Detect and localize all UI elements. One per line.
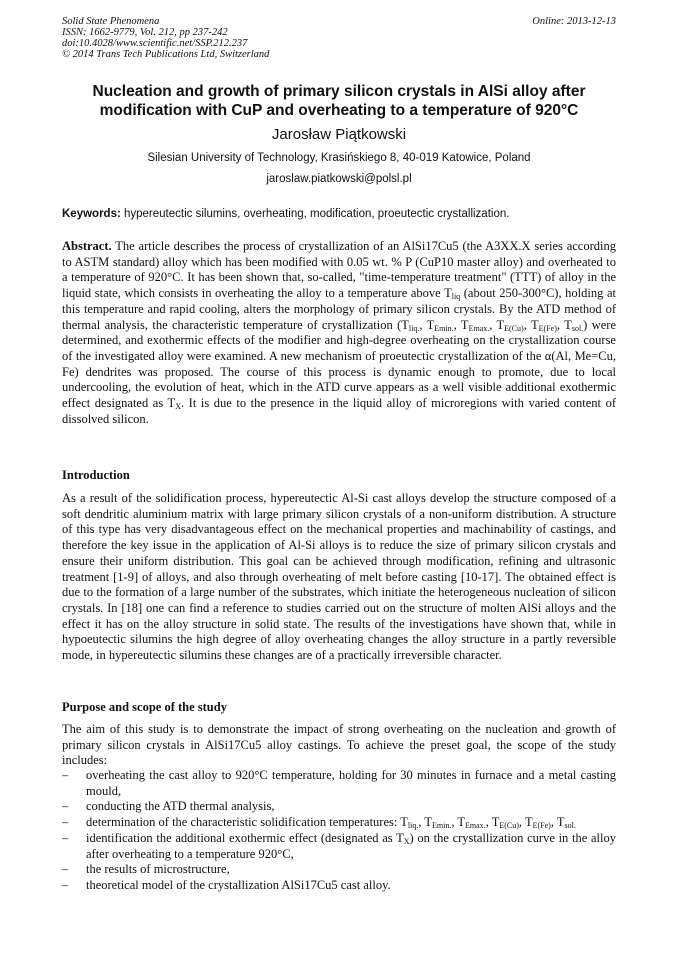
keywords-label: Keywords:: [62, 208, 121, 220]
subscript: sol.: [564, 821, 576, 831]
page-header: [62, 16, 616, 60]
separator: , T: [453, 317, 469, 332]
list-item: [62, 815, 616, 831]
separator: , T: [550, 815, 565, 830]
separator: , T: [489, 317, 505, 332]
doi: doi:10.4028/www.scientific.net/SSP.212.237: [62, 38, 248, 49]
list-item: – conducting the ATD thermal analysis,: [62, 799, 616, 815]
purpose-text: The aim of this study is to demonstrate the impact of strong overheating on the nucleation and growth of primary silicon crystals in AlSi17Cu5 alloy castings. To achieve the preset goal, the scope of the study includes:: [62, 722, 616, 768]
list-item: [62, 831, 616, 862]
subscript: E(Cu): [499, 821, 519, 831]
subscript: E(Fe): [538, 323, 557, 333]
separator: , T: [451, 815, 466, 830]
scope-list: [62, 768, 616, 894]
abstract-text-4: . It is due to the presence in the liquid alloy of microregions with varied content of dissolved silicon.: [62, 396, 616, 426]
list-text: determination of the characteristic solidification temperatures: T: [86, 815, 408, 830]
separator: , T: [485, 815, 500, 830]
list-item: – overheating the cast alloy to 920°C temperature, holding for 30 minutes in furnace and a metal casting mould,: [62, 768, 616, 799]
introduction-text: As a result of the solidification process, hypereutectic Al-Si cast alloys develop the structure composed of a soft dendritic aluminium matrix with large primary silicon crystals of a non-uniform distribution. A structure of this type has very disadvantageous effect on the mechanical properties and machinability of castings, and therefore the key issue in the application of Al-Si alloys is to reduce the size of primary silicon crystals and ensure their uniform distribution. This goal can be achieved through modification, refining and ultrasonic treatment [1-9] of alloys, and also through overheating of melt before casting [10-17]. The obtained effect is due to the formation of a large number of the substrates, which initiate the heterogeneous nucleation of silicon crystals. In [18] one can find a reference to studies carried out on the structure of molten AlSi alloys and the effect it has on the alloy structure in solid state. The results of the investigations have shown that, while in hypoeutectic silumins the high degree of alloy overheating changes the alloy structure in a partly reversible mode, in hypereutectic silumins these changes are of a practically irreversible character.: [62, 491, 616, 663]
separator: , T: [419, 317, 435, 332]
subscript: X: [175, 402, 181, 412]
subscript: liq.: [408, 323, 420, 333]
abstract: [62, 239, 616, 427]
separator: , T: [556, 317, 572, 332]
author-name: Jarosław Piątkowski: [271, 126, 407, 143]
separator: , T: [418, 815, 432, 830]
subscript: liq: [451, 292, 461, 302]
keywords: [62, 208, 616, 220]
list-item: – theoretical model of the crystallization AlSi17Cu5 cast alloy.: [62, 878, 616, 894]
journal-name: Solid State Phenomena: [62, 16, 160, 27]
introduction-heading: Introduction: [62, 468, 130, 482]
list-text: ) on the crystallization curve in the alloy after overheating to a temperature 920°C,: [86, 830, 616, 861]
subscript: Emax.: [465, 821, 486, 831]
abstract-text-1: The article describes the process of crystallization of an AlSi17Cu5 (the A3XX.X series according to ASTM standard) alloy which has been modified with 0.05 wt. % P (CuP10 master alloy) and overheated to a temperature of 920°C. It has been shown that, so-called, "time-temperature treatment" (TTT) of alloy in the liquid state, which consists in overheating the alloy to a temperature above T: [62, 239, 616, 301]
subscript: liq.: [407, 821, 419, 831]
author-email: jaroslaw.piatkowski@polsl.pl: [266, 173, 412, 185]
online-date: Online: 2013-12-13: [532, 16, 616, 27]
subscript: X: [403, 836, 410, 846]
issn: ISSN: 1662-9779, Vol. 212, pp 237-242: [62, 27, 228, 38]
abstract-text-2: (about 250-300°C), holding at this temperature and rapid cooling, alters the morphology of primary silicon crystals. By the ATD method of thermal analysis, the characteristic temperature of crystallization (T: [62, 286, 616, 332]
subscript: Emax.: [468, 323, 490, 333]
separator: , T: [518, 815, 533, 830]
purpose-heading: Purpose and scope of the study: [62, 700, 227, 714]
keywords-text: hypereutectic silumins, overheating, modification, proeutectic crystallization.: [124, 208, 510, 220]
list-item: – the results of microstructure,: [62, 862, 616, 878]
paper-title: Nucleation and growth of primary silicon crystals in AlSi alloy after modification with CuP and overheating to a temperature of 920°C: [92, 83, 586, 119]
subscript: sol.: [571, 323, 584, 333]
list-text: identification the additional exothermic effect (designated as T: [86, 830, 404, 845]
subscript: Emin.: [434, 323, 454, 333]
affiliation: Silesian University of Technology, Krasińskiego 8, 40-019 Katowice, Poland: [147, 152, 531, 164]
separator: , T: [523, 317, 539, 332]
subscript: E(Fe): [532, 821, 551, 831]
subscript: Emin.: [432, 821, 452, 831]
copyright: © 2014 Trans Tech Publications Ltd, Switzerland: [62, 49, 270, 60]
abstract-label: Abstract.: [62, 239, 112, 253]
subscript: E(Cu): [504, 323, 524, 333]
abstract-text-3: ) were determined, and exothermic effects of the modifier and high-degree overheating on the crystallization course of the investigated alloy were examined. A new mechanism of proeutectic crystallization of the α(Al, Me=Cu, Fe) dendrites was proposed. The course of this process is dynamic enough to promote, due to local undercooling, the evolution of heat, which in the ATD curve appears as a well visible additional exothermic effect designated as T: [62, 317, 617, 411]
